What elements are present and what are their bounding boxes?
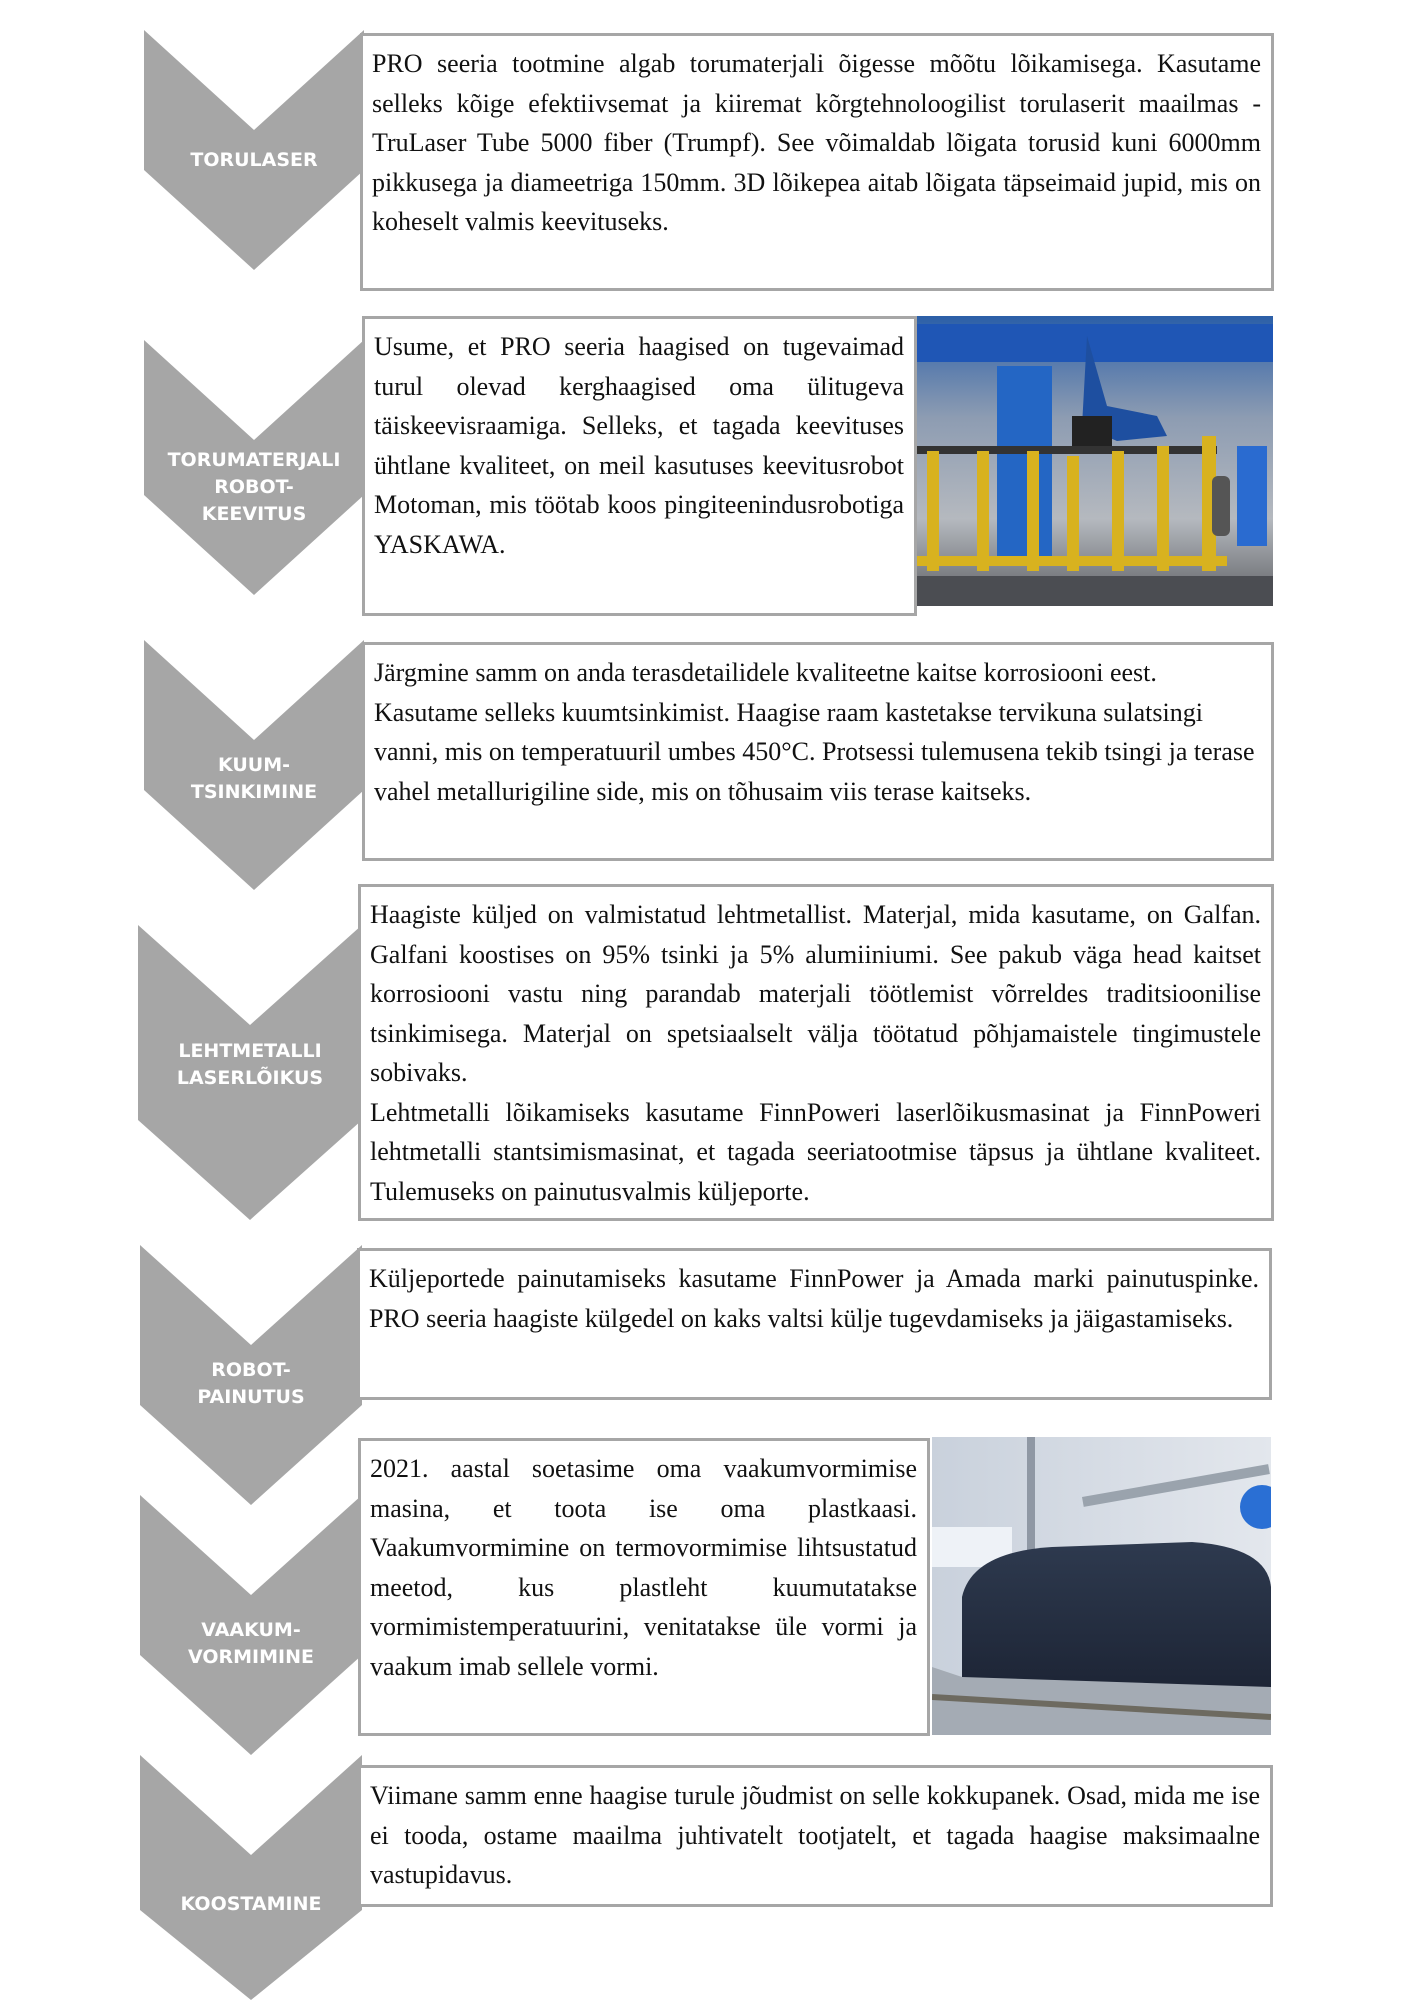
step-description-torulaser xyxy=(360,33,1274,291)
chevron-step-koostamine xyxy=(140,1755,362,2000)
chevron-step-torulaser xyxy=(144,30,364,270)
step-description-robot-painutus xyxy=(357,1248,1272,1400)
vacuum-forming-photo xyxy=(932,1437,1271,1735)
step-paragraph: Haagiste küljed on valmistatud lehtmetallist. Materjal, mida kasutame, on Galfan. Galfani koostises on 95% tsinki ja 5% alumiiniumi. See pakub väga head kaitset korrosiooni vastu ning parandab materjali töötlemist võrreldes traditsioonilise tsinkimisega. Materjal on spetsiaalselt välja töötatud põhjamaistele tingimustele sobivaks. xyxy=(370,900,1261,1087)
step-paragraph: Usume, et PRO seeria haagised on tugevaimad turul olevad kerghaagised oma ülitugeva täiskeevisraamiga. Selleks, et tagada keevituses ühtlane kvaliteet, on meil kasutuses keevitusrobot Motoman, mis töötab koos pingiteenindusrobotiga YASKAWA. xyxy=(374,332,904,559)
step-paragraph: PRO seeria tootmine algab torumaterjali õigesse mõõtu lõikamisega. Kasutame selleks kõige efektiivsemat ja kiiremat kõrgtehnoloogilist torulaserit maailmas - TruLaser Tube 5000 fiber (Trumpf). See võimaldab lõigata torusid kuni 6000mm pikkusega ja diameetriga 150mm. 3D lõikepea aitab lõigata täpseimaid jupid, mis on koheselt valmis keevituseks. xyxy=(372,49,1261,236)
step-description-kuum-tsinkimine xyxy=(362,642,1274,861)
step-label: VAAKUM- VORMIMINE xyxy=(188,1619,314,1668)
step-paragraph: Viimane samm enne haagise turule jõudmist on selle kokkupanek. Osad, mida me ise ei tooda, ostame maailma juhtivatelt tootjatelt, et tagada haagise maksimaalne vastupidavus. xyxy=(370,1781,1260,1889)
step-label: KOOSTAMINE xyxy=(180,1893,322,1915)
vacuum-forming-image-icon xyxy=(932,1437,1271,1735)
chevron-step-vaakum-vormimine xyxy=(140,1495,362,1755)
step-label: KUUM- TSINKIMINE xyxy=(190,754,318,803)
step-description-lehtmetalli-laserloikus xyxy=(358,884,1274,1221)
chevron-step-lehtmetalli-laserloikus xyxy=(138,925,362,1220)
chevron-arrow-icon xyxy=(140,1755,362,2000)
step-paragraph: Järgmine samm on anda terasdetailidele kvaliteetne kaitse korrosiooni eest. Kasutame selleks kuumtsinkimist. Haagise raam kastetakse tervikuna sulatsingi vanni, mis on temperatuuril umbes 450°C. Protsessi tulemusena tekib tsingi ja terase vahel metallurigiline side, mis on tõhusaim viis terase kaitseks. xyxy=(374,658,1255,806)
welding-robot-image-icon xyxy=(917,316,1273,606)
step-description-vaakum-vormimine xyxy=(358,1438,930,1736)
step-label: LEHTMETALLI LASERLÕIKUS xyxy=(176,1040,324,1089)
step-paragraph: Küljeportede painutamiseks kasutame FinnPower ja Amada marki painutuspinke. PRO seeria haagiste külgedel on kaks valtsi külje tugevdamiseks ja jäigastamiseks. xyxy=(369,1264,1259,1333)
step-description-koostamine xyxy=(358,1765,1273,1907)
step-paragraph: 2021. aastal soetasime oma vaakumvormimise masina, et toota ise oma plastkaasi. Vaakumvormimine on termovormimise lihtsustatud meetod, kus plastleht kuumutatakse vormimistemperatuurini, venitatakse üle vormi ja vaakum imab sellele vormi. xyxy=(370,1454,917,1681)
step-label: TORULASER xyxy=(190,149,318,171)
step-label: ROBOT- PAINUTUS xyxy=(197,1359,305,1408)
chevron-step-kuum-tsinkimine xyxy=(144,640,364,890)
step-paragraph: Lehtmetalli lõikamiseks kasutame FinnPoweri laserlõikusmasinat ja FinnPoweri lehtmetalli stantsimismasinat, et tagada seeriatootmise täpsus ja ühtlane kvaliteet. Tulemuseks on painutusvalmis küljeporte. xyxy=(370,1097,1261,1206)
chevron-step-robot-painutus xyxy=(140,1245,362,1505)
robotic-welding-photo xyxy=(917,316,1273,606)
chevron-step-robot-keevitus xyxy=(144,340,364,595)
step-description-robot-keevitus xyxy=(362,316,917,616)
step-label: TORUMATERJALI ROBOT- KEEVITUS xyxy=(167,449,341,525)
